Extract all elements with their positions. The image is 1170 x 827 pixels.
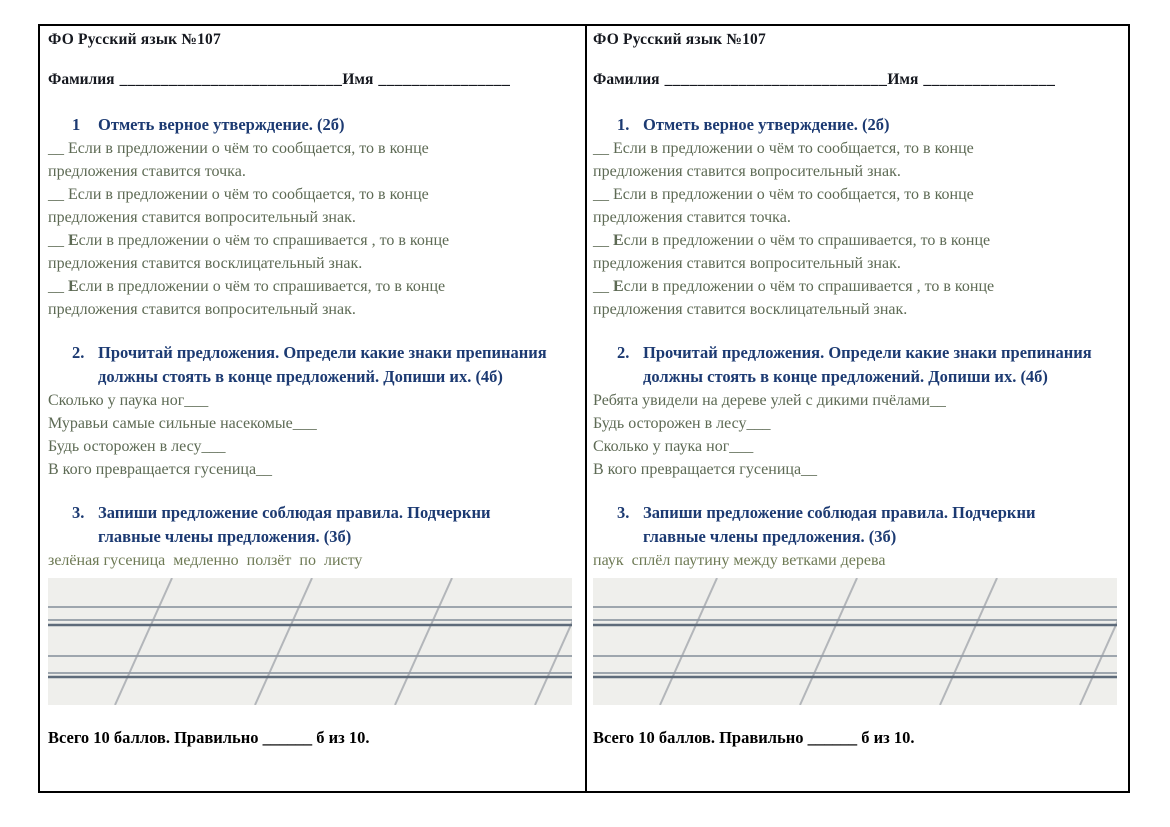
question-1-title: Отметь верное утверждение. (2б) (98, 115, 345, 134)
question-1-number: 1 (72, 115, 81, 134)
firstname-label: Имя (342, 71, 374, 88)
worksheet-copy (40, 26, 587, 791)
question-3-heading (593, 501, 1118, 549)
statement-line: предложения ставится точка. (593, 209, 791, 226)
question-1-heading (48, 113, 575, 137)
question-1-statements (48, 137, 575, 321)
statement-line: __ Если в предложении о чём то сообщается, то в конце (593, 140, 974, 157)
sentence-line: Муравьи самые сильные насекомые___ (48, 415, 317, 432)
question-1-statements (593, 137, 1118, 321)
checkbox-blank: __ (48, 232, 68, 249)
statement-line: предложения ставится точка. (48, 163, 246, 180)
statement-line (593, 275, 1118, 298)
question-3-number: 3. (72, 503, 85, 522)
document-title: ФО Русский язык №107 (48, 31, 221, 48)
question-2-heading (48, 341, 575, 389)
statement-line: __ Если в предложении о чём то сообщается, то в конце (48, 140, 429, 157)
surname-label: Фамилия (48, 71, 115, 88)
statement-line: __ Если в предложении о чём то сообщается, то в конце (593, 186, 974, 203)
surname-blank: ___________________________ (119, 71, 343, 88)
question-2-number: 2. (72, 343, 85, 362)
question-2-title (643, 341, 1118, 389)
question-3-title-line: Запиши предложение соблюдая правила. Подчеркни (98, 503, 491, 522)
handwriting-lines-image (593, 578, 1117, 705)
question-3-title-line: Запиши предложение соблюдая правила. Подчеркни (643, 503, 1036, 522)
firstname-blank: ________________ (923, 71, 1056, 88)
sentence-line: Ребята увидели на дереве улей с дикими пчёлами__ (593, 392, 946, 409)
question-2-heading (593, 341, 1118, 389)
statement-bold-initial: Е (613, 278, 624, 295)
question-2-title-line: должны стоять в конце предложений. Допиши их. (4б) (98, 367, 503, 386)
name-line (593, 68, 1118, 91)
statement-line: предложения ставится вопросительный знак. (48, 209, 356, 226)
statement-text: сли в предложении о чём то спрашивается, то в конце (623, 232, 991, 249)
statement-line (593, 229, 1118, 252)
question-2-title-line: должны стоять в конце предложений. Допиши их. (4б) (643, 367, 1048, 386)
firstname-blank: ________________ (378, 71, 511, 88)
statement-bold-initial: Е (68, 232, 79, 249)
question-3-title (643, 501, 1118, 549)
handwriting-lines-image (48, 578, 572, 705)
checkbox-blank: __ (593, 278, 613, 295)
question-3-heading (48, 501, 575, 549)
question-2-sentences (593, 389, 1118, 481)
question-2-number: 2. (617, 343, 630, 362)
question-3-title-line: главные члены предложения. (3б) (98, 527, 352, 546)
checkbox-blank: __ (593, 232, 613, 249)
question-2-title (98, 341, 575, 389)
worksheet-table (38, 24, 1130, 793)
statement-line (48, 275, 575, 298)
checkbox-blank: __ (48, 278, 68, 295)
firstname-label: Имя (887, 71, 919, 88)
total-score-line: Всего 10 баллов. Правильно ______ б из 10. (48, 728, 370, 747)
statement-text: сли в предложении о чём то спрашивается , то в конце (623, 278, 995, 295)
sentence-line: Сколько у паука ног___ (593, 438, 754, 455)
statement-bold-initial: Е (68, 278, 79, 295)
sentence-line: Будь осторожен в лесу___ (48, 438, 226, 455)
statement-line: предложения ставится восклицательный знак. (48, 255, 363, 272)
name-line (48, 68, 575, 91)
statement-line: предложения ставится вопросительный знак. (48, 301, 356, 318)
statement-line (48, 229, 575, 252)
sentence-line: В кого превращается гусеница__ (593, 461, 818, 478)
question-1-heading (593, 113, 1118, 137)
question-3-number: 3. (617, 503, 630, 522)
surname-label: Фамилия (593, 71, 660, 88)
question-3-title (98, 501, 575, 549)
surname-blank: ___________________________ (664, 71, 888, 88)
sentence-line: Сколько у паука ног___ (48, 392, 209, 409)
sentence-line: В кого превращается гусеница__ (48, 461, 273, 478)
question-2-sentences (48, 389, 575, 481)
question-3-sentence: зелёная гусеница медленно ползёт по листу (48, 552, 363, 569)
document-title: ФО Русский язык №107 (593, 31, 766, 48)
statement-bold-initial: Е (613, 232, 624, 249)
statement-text: сли в предложении о чём то спрашивается, то в конце (78, 278, 446, 295)
statement-line: предложения ставится вопросительный знак. (593, 255, 901, 272)
statement-text: сли в предложении о чём то спрашивается , то в конце (78, 232, 450, 249)
question-3-title-line: главные члены предложения. (3б) (643, 527, 897, 546)
total-score-line: Всего 10 баллов. Правильно ______ б из 10. (593, 728, 915, 747)
statement-line: предложения ставится вопросительный знак. (593, 163, 901, 180)
question-1-title: Отметь верное утверждение. (2б) (643, 115, 890, 134)
question-1-number: 1. (617, 115, 630, 134)
question-2-title-line: Прочитай предложения. Определи какие знаки препинания (98, 343, 547, 362)
sentence-line: Будь осторожен в лесу___ (593, 415, 771, 432)
question-3-sentence: паук сплёл паутину между ветками дерева (593, 552, 886, 569)
worksheet-copy (587, 26, 1128, 791)
statement-line: __ Если в предложении о чём то сообщается, то в конце (48, 186, 429, 203)
statement-line: предложения ставится восклицательный знак. (593, 301, 908, 318)
question-2-title-line: Прочитай предложения. Определи какие знаки препинания (643, 343, 1092, 362)
